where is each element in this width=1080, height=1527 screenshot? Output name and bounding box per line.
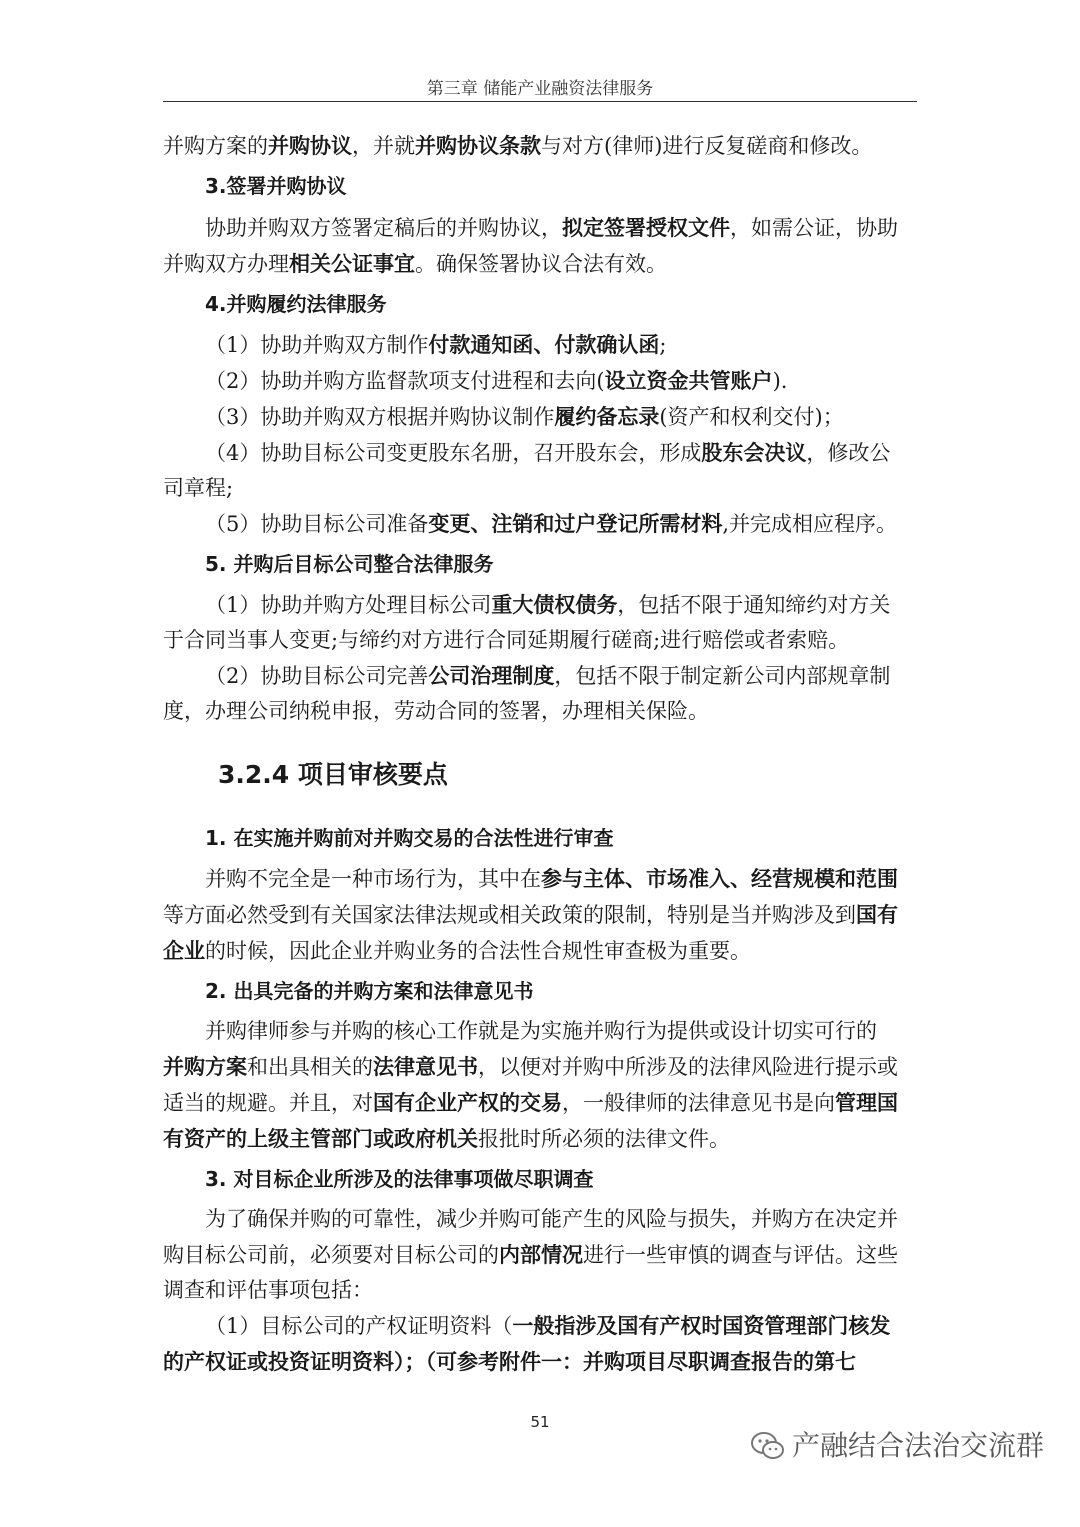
paragraph-legality-cont: 企业的时候，因此企业并购业务的合法性合规性审查极为重要。 bbox=[163, 938, 751, 963]
list-item: （2）协助并购方监督款项支付进程和去向(设立资金共管账户). bbox=[205, 368, 788, 393]
watermark-text: 产融结合法治交流群 bbox=[791, 1429, 1044, 1462]
header-rule bbox=[163, 101, 917, 102]
list-item-cont: 司章程; bbox=[163, 476, 234, 500]
heading-integration: 5. 并购后目标公司整合法律服务 bbox=[205, 552, 494, 576]
paragraph-legal-opinion: 并购律师参与并购的核心工作就是为实施并购行为提供或设计切实可行的 bbox=[205, 1019, 877, 1043]
paragraph-legality-cont: 等方面必然受到有关国家法律法规或相关政策的限制，特别是当并购涉及到国有 bbox=[163, 902, 898, 927]
heading-legal-opinion: 2. 出具完备的并购方案和法律意见书 bbox=[205, 979, 534, 1003]
list-item: （1）协助并购方处理目标公司重大债权债务，包括不限于通知缔约对方关 bbox=[205, 592, 891, 617]
heading-due-diligence: 3. 对目标企业所涉及的法律事项做尽职调查 bbox=[205, 1167, 594, 1191]
paragraph-continuation: 并购方案的并购协议，并就并购协议条款与对方(律师)进行反复磋商和修改。 bbox=[163, 133, 873, 158]
paragraph-legal-opinion-cont: 适当的规避。并且，对国有企业产权的交易，一般律师的法律意见书是向管理国 bbox=[163, 1090, 898, 1115]
list-item: （5）协助目标公司准备变更、注销和过户登记所需材料,并完成相应程序。 bbox=[205, 511, 898, 536]
body-content bbox=[163, 128, 917, 1379]
heading-sign-agreement: 3.签署并购协议 bbox=[205, 174, 347, 198]
paragraph-legal-opinion-cont: 并购方案和出具相关的法律意见书，以便对并购中所涉及的法律风险进行提示或 bbox=[163, 1054, 898, 1079]
paragraph-legal-opinion-cont: 有资产的上级主管部门或政府机关报批时所必须的法律文件。 bbox=[163, 1126, 730, 1151]
list-item: （4）协助目标公司变更股东名册，召开股东会，形成股东会决议，修改公 bbox=[205, 440, 891, 465]
paragraph-due-diligence: 为了确保并购的可靠性，减少并购可能产生的风险与损失，并购方在决定并 bbox=[205, 1207, 898, 1231]
section-heading: 3.2.4 项目审核要点 bbox=[218, 760, 448, 789]
list-item: （1）协助并购双方制作付款通知函、付款确认函; bbox=[205, 332, 667, 357]
heading-legality: 1. 在实施并购前对并购交易的合法性进行审查 bbox=[205, 826, 614, 850]
list-item-cont: 的产权证或投资证明资料）；（可参考附件一：并购项目尽职调查报告的第七 bbox=[163, 1349, 856, 1374]
running-header: 第三章 储能产业融资法律服务 bbox=[426, 79, 654, 99]
list-item-cont: 度，办理公司纳税申报，劳动合同的签署，办理相关保险。 bbox=[163, 699, 709, 723]
paragraph-due-diligence-cont: 调查和评估事项包括： bbox=[163, 1278, 373, 1302]
paragraph-due-diligence-cont: 购目标公司前，必须要对目标公司的内部情况进行一些审慎的调查与评估。这些 bbox=[163, 1242, 898, 1267]
list-item: （2）协助目标公司完善公司治理制度，包括不限于制定新公司内部规章制 bbox=[205, 663, 891, 688]
page-number: 51 bbox=[530, 1413, 550, 1431]
list-item: （1）目标公司的产权证明资料（一般指涉及国有产权时国资管理部门核发 bbox=[205, 1313, 891, 1338]
list-item-cont: 于合同当事人变更;与缔约对方进行合同延期履行磋商;进行赔偿或者索赔。 bbox=[163, 628, 850, 652]
paragraph-legality: 并购不完全是一种市场行为，其中在参与主体、市场准入、经营规模和范围 bbox=[205, 866, 898, 891]
paragraph-sign-cont: 并购双方办理相关公证事宜。确保签署协议合法有效。 bbox=[163, 251, 667, 276]
watermark bbox=[750, 1424, 1044, 1464]
list-item: （3）协助并购双方根据并购协议制作履约备忘录(资产和权利交付)； bbox=[205, 404, 844, 429]
heading-performance: 4.并购履约法律服务 bbox=[205, 292, 387, 316]
paragraph-sign: 协助并购双方签署定稿后的并购协议，拟定签署授权文件，如需公证，协助 bbox=[205, 215, 898, 240]
wechat-icon bbox=[750, 1431, 786, 1461]
